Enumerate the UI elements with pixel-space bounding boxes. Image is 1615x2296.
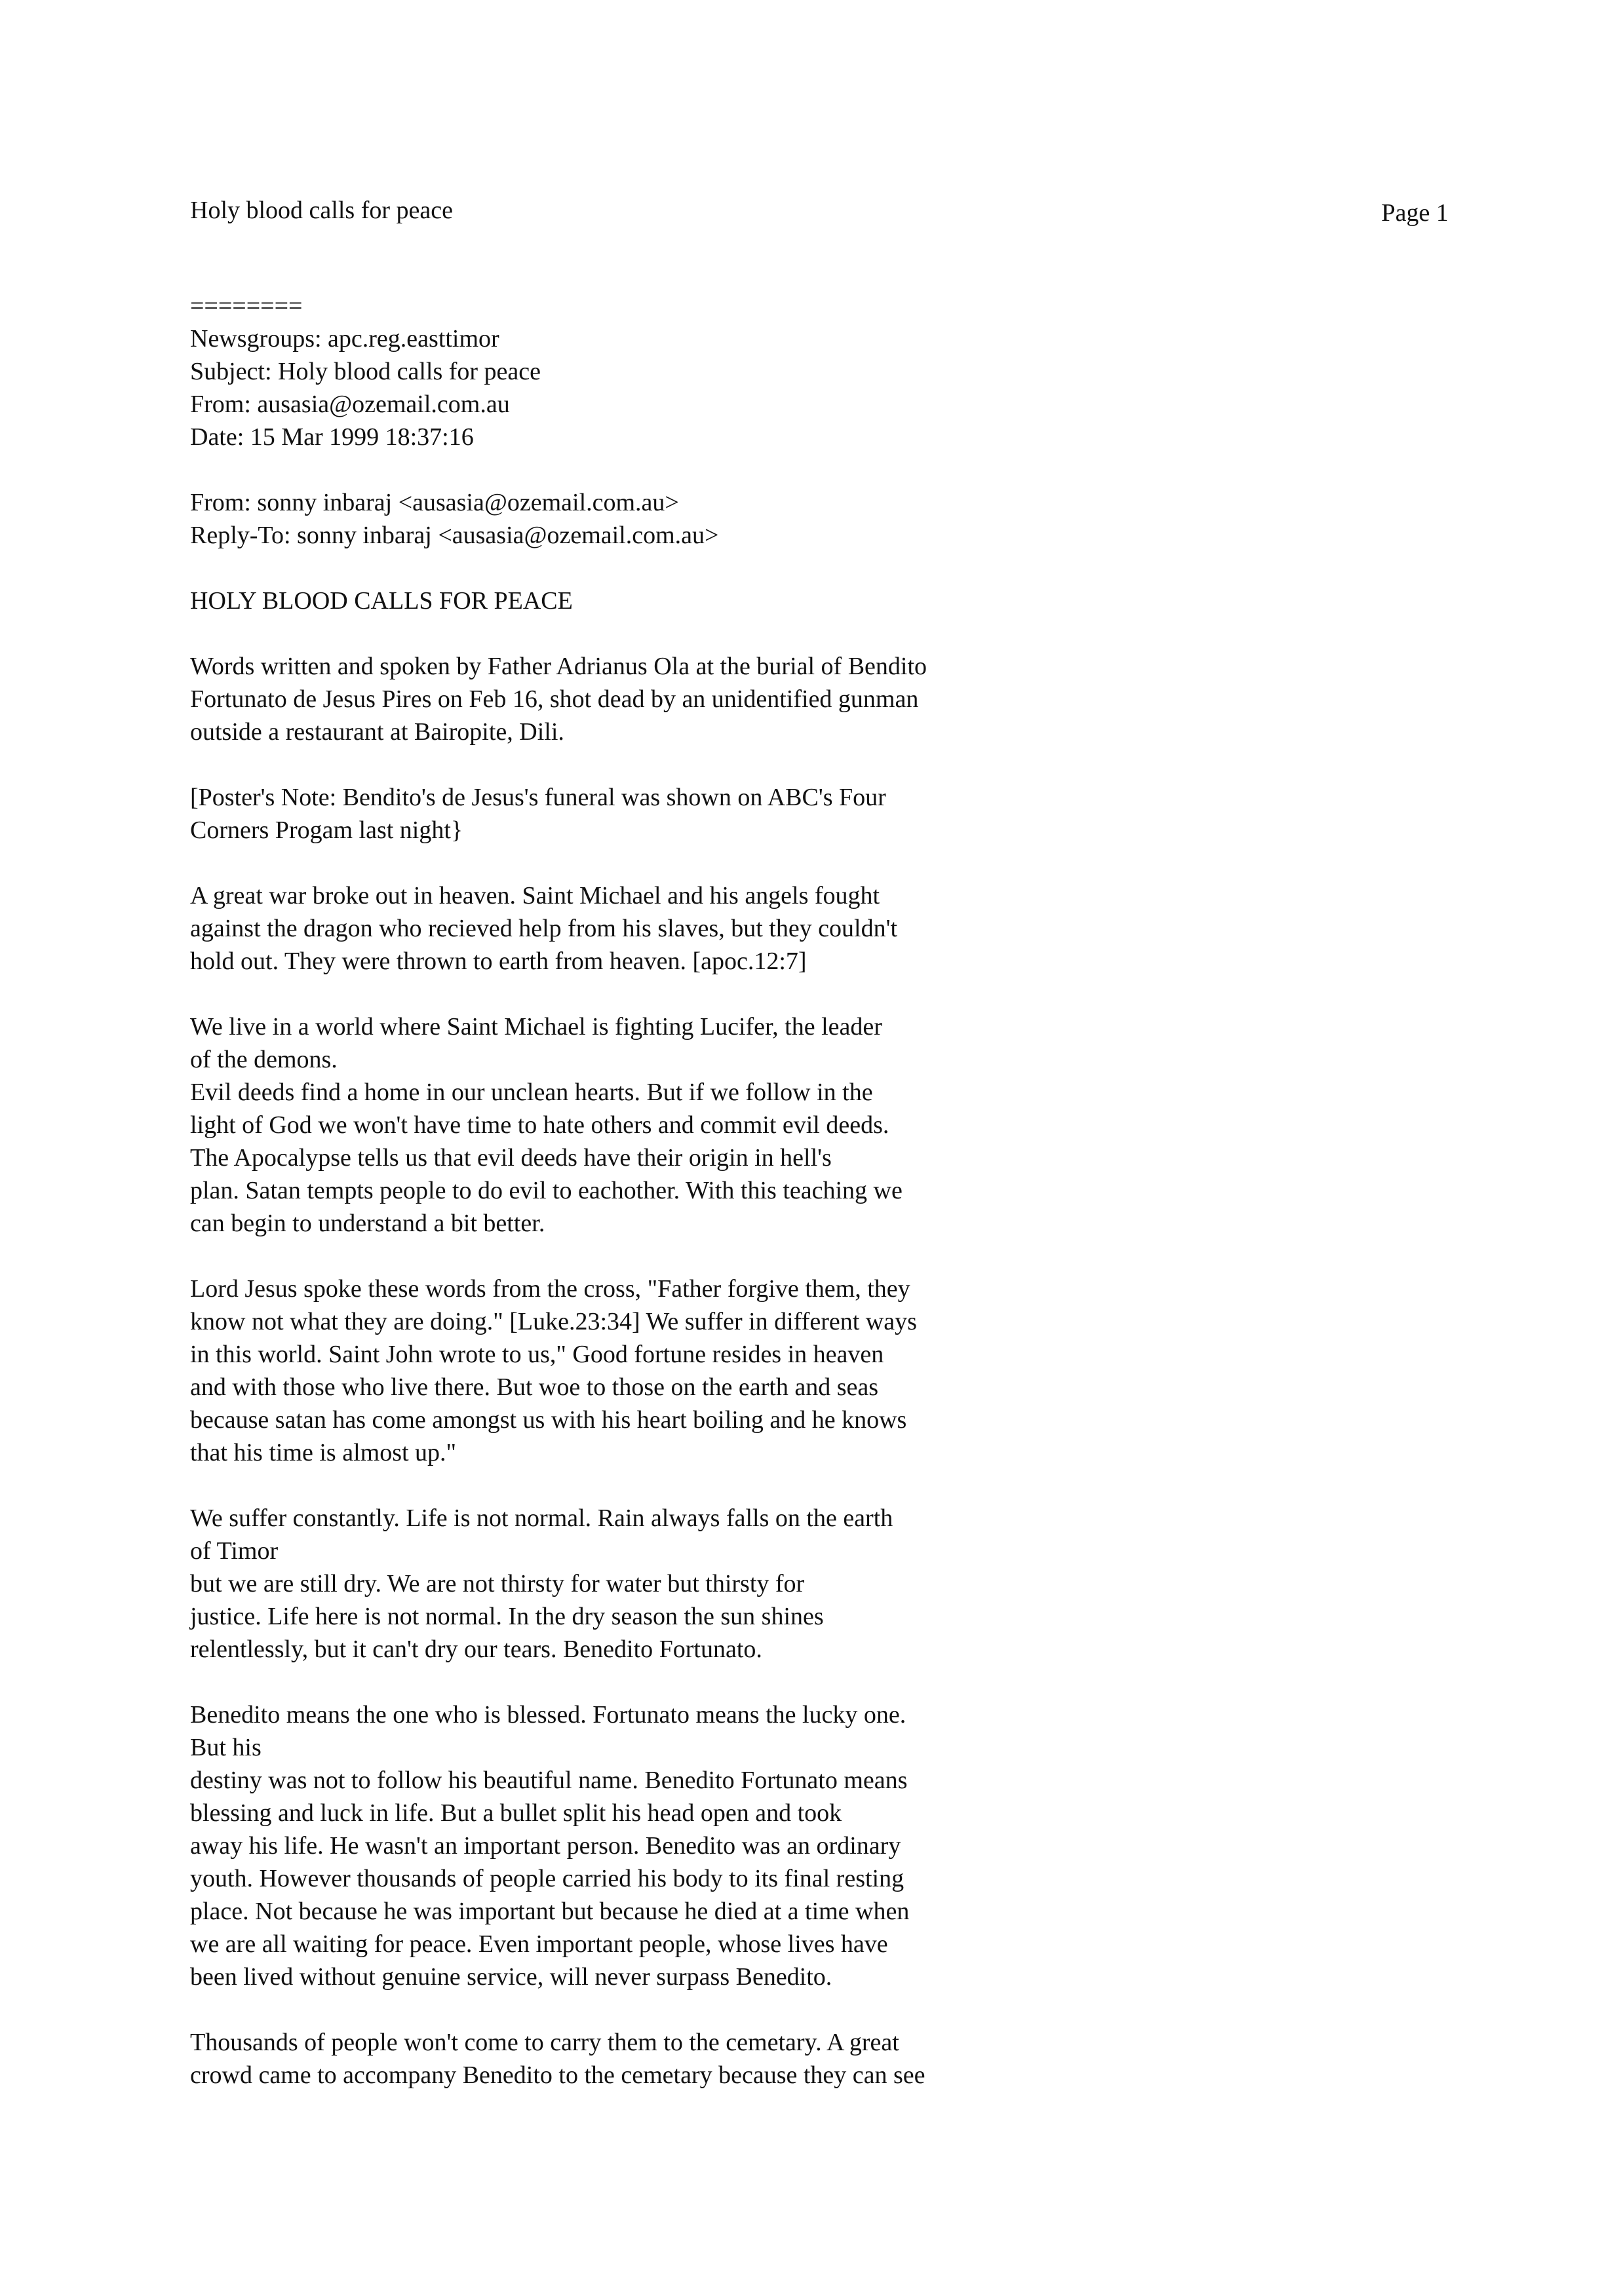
text-line: light of God we won't have time to hate others and commit evil deeds.	[190, 1111, 889, 1139]
text-line: we are all waiting for peace. Even important people, whose lives have	[190, 1930, 888, 1958]
text-line	[190, 748, 1239, 781]
text-line	[190, 847, 1239, 879]
text-line: HOLY BLOOD CALLS FOR PEACE	[190, 587, 573, 615]
text-line: [Poster's Note: Bendito's de Jesus's funeral was shown on ABC's Four	[190, 784, 886, 811]
text-line: destiny was not to follow his beautiful name. Benedito Fortunato means	[190, 1767, 908, 1794]
text-line: crowd came to accompany Benedito to the cemetary because they can see	[190, 2061, 925, 2089]
text-line: but we are still dry. We are not thirsty for water but thirsty for	[190, 1570, 805, 1598]
text-line: of the demons.	[190, 1046, 338, 1073]
page-header	[190, 194, 1449, 227]
text-line: and with those who live there. But woe to those on the earth and seas	[190, 1373, 879, 1401]
text-line: Fortunato de Jesus Pires on Feb 16, shot dead by an unidentified gunman	[190, 685, 919, 713]
text-line	[190, 552, 1239, 584]
text-line	[190, 1993, 1239, 2026]
text-line: We suffer constantly. Life is not normal. Rain always falls on the earth	[190, 1504, 893, 1532]
text-line: know not what they are doing." [Luke.23:34] We suffer in different ways	[190, 1308, 917, 1335]
text-line: From: ausasia@ozemail.com.au	[190, 391, 510, 418]
text-line	[190, 617, 1239, 650]
text-line: youth. However thousands of people carried his body to its final resting	[190, 1865, 905, 1892]
text-line: away his life. He wasn't an important person. Benedito was an ordinary	[190, 1832, 901, 1860]
text-line: can begin to understand a bit better.	[190, 1210, 545, 1237]
text-line: relentlessly, but it can't dry our tears. Benedito Fortunato.	[190, 1636, 762, 1663]
text-line: of Timor	[190, 1537, 279, 1565]
text-line: against the dragon who recieved help from his slaves, but they couldn't	[190, 915, 898, 942]
text-line: been lived without genuine service, will never surpass Benedito.	[190, 1963, 832, 1991]
text-line: ========	[190, 292, 303, 320]
text-line: that his time is almost up."	[190, 1439, 457, 1466]
text-line: justice. Life here is not normal. In the dry season the sun shines	[190, 1603, 824, 1630]
page-number: Page 1	[1381, 199, 1449, 227]
text-line: But his	[190, 1734, 262, 1761]
text-line	[190, 1666, 1239, 1698]
text-line: outside a restaurant at Bairopite, Dili.	[190, 718, 564, 746]
text-line	[190, 453, 1239, 486]
header-title: Holy blood calls for peace	[190, 197, 453, 224]
text-line: Reply-To: sonny inbaraj <ausasia@ozemail.com.au>	[190, 522, 719, 549]
text-line: Date: 15 Mar 1999 18:37:16	[190, 423, 474, 451]
text-line: hold out. They were thrown to earth from heaven. [apoc.12:7]	[190, 947, 807, 975]
text-line	[190, 1469, 1239, 1502]
text-line: because satan has come amongst us with his heart boiling and he knows	[190, 1406, 907, 1434]
text-line: The Apocalypse tells us that evil deeds have their origin in hell's	[190, 1144, 832, 1172]
text-line	[190, 978, 1239, 1010]
message-body	[190, 290, 1239, 2092]
text-line: A great war broke out in heaven. Saint Michael and his angels fought	[190, 882, 880, 909]
text-line: Benedito means the one who is blessed. Fortunato means the lucky one.	[190, 1701, 906, 1729]
text-line: Evil deeds find a home in our unclean hearts. But if we follow in the	[190, 1079, 873, 1106]
text-line: Newsgroups: apc.reg.easttimor	[190, 325, 499, 353]
text-line: From: sonny inbaraj <ausasia@ozemail.com.au>	[190, 489, 679, 516]
text-line: Thousands of people won't come to carry them to the cemetary. A great	[190, 2029, 899, 2056]
text-line: Subject: Holy blood calls for peace	[190, 358, 541, 385]
text-line: Corners Progam last night}	[190, 816, 463, 844]
text-line: in this world. Saint John wrote to us," Good fortune resides in heaven	[190, 1341, 884, 1368]
text-line: We live in a world where Saint Michael is fighting Lucifer, the leader	[190, 1013, 882, 1041]
text-line: plan. Satan tempts people to do evil to eachother. With this teaching we	[190, 1177, 903, 1204]
text-line: place. Not because he was important but because he died at a time when	[190, 1898, 910, 1925]
text-line: blessing and luck in life. But a bullet split his head open and took	[190, 1799, 842, 1827]
text-line: Words written and spoken by Father Adrianus Ola at the burial of Bendito	[190, 653, 927, 680]
text-line: Lord Jesus spoke these words from the cross, "Father forgive them, they	[190, 1275, 910, 1303]
text-line	[190, 1240, 1239, 1272]
